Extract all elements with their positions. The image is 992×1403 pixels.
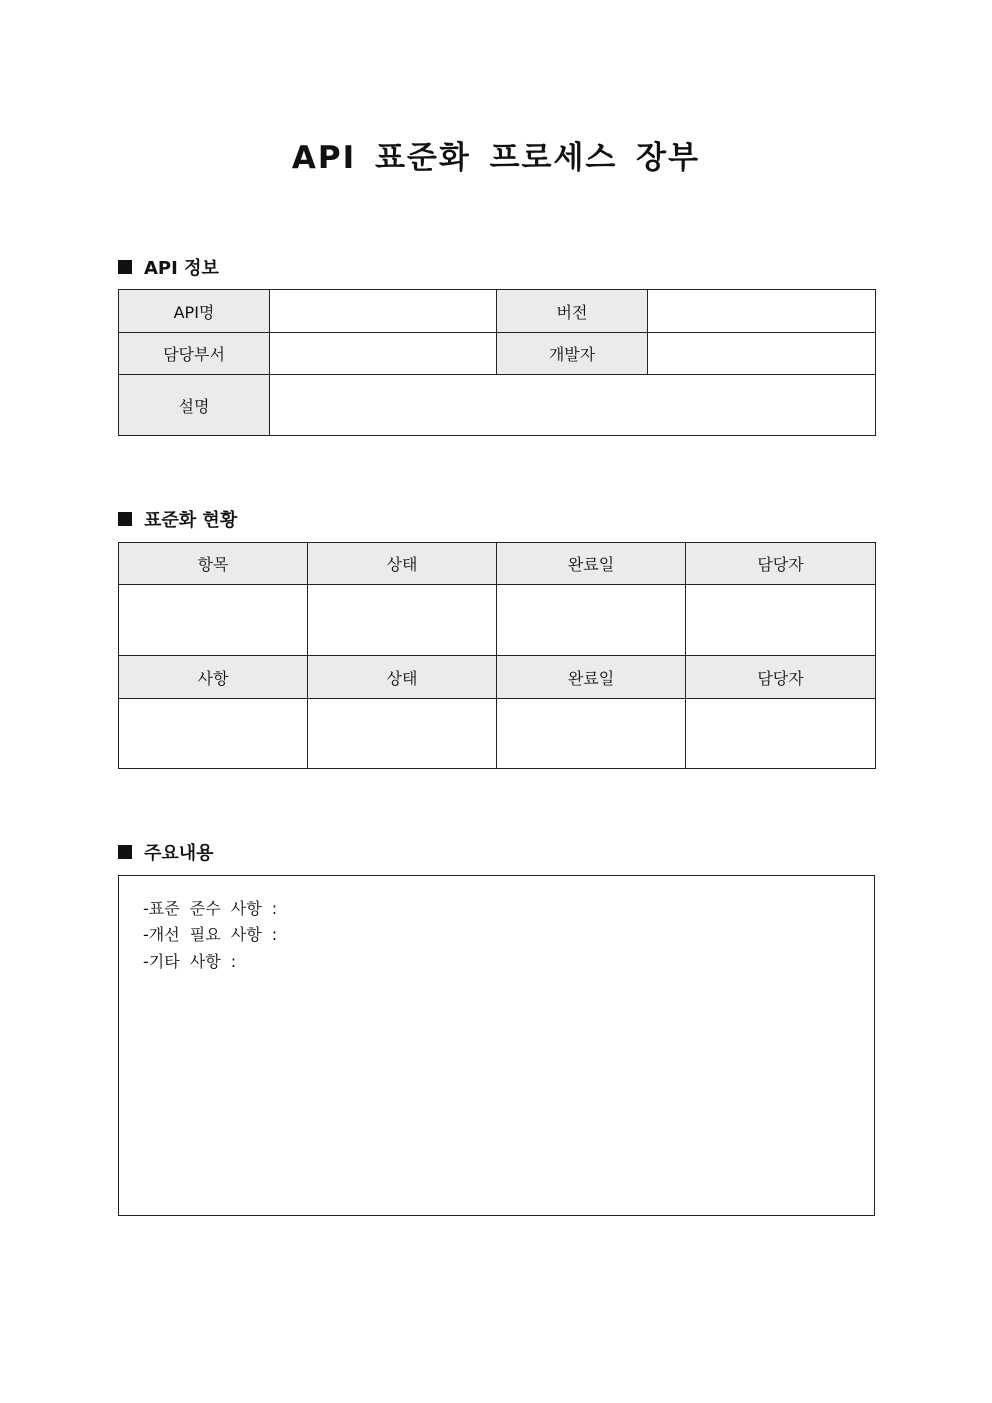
- completion-date-column-header: 완료일: [497, 656, 686, 699]
- api-info-heading-text: API 정보: [144, 258, 219, 279]
- status-heading-text: 표준화 현황: [144, 510, 238, 531]
- api-info-heading: [118, 254, 219, 280]
- api-info-row: [119, 333, 876, 375]
- main-content-box[interactable]: [118, 875, 875, 1216]
- state-column-header: 상태: [308, 656, 497, 699]
- developer-label: 개발자: [497, 333, 648, 375]
- department-field[interactable]: [270, 333, 497, 375]
- status-data-row: [119, 699, 876, 769]
- status-table: [118, 542, 876, 769]
- square-bullet-icon: [118, 260, 132, 274]
- description-label: 설명: [119, 375, 270, 436]
- main-content-heading: [118, 839, 214, 865]
- matter-cell[interactable]: [119, 699, 308, 769]
- assignee-cell[interactable]: [686, 699, 876, 769]
- version-label: 버전: [497, 290, 648, 333]
- api-info-row: [119, 290, 876, 333]
- square-bullet-icon: [118, 845, 132, 859]
- square-bullet-icon: [118, 512, 132, 526]
- status-data-row: [119, 585, 876, 656]
- improvement-needed-line: -개선 필요 사항 :: [143, 925, 278, 944]
- page-title: API 표준화 프로세스 장부: [291, 140, 701, 176]
- completion-date-cell[interactable]: [497, 585, 686, 656]
- department-label: 담당부서: [119, 333, 270, 375]
- status-heading: [118, 506, 237, 532]
- completion-date-cell[interactable]: [497, 699, 686, 769]
- developer-field[interactable]: [648, 333, 876, 375]
- matter-column-header: 사항: [119, 656, 308, 699]
- api-name-label: API명: [119, 290, 270, 333]
- api-info-row: [119, 375, 876, 436]
- api-info-table: [118, 289, 876, 436]
- main-content-heading-text: 주요내용: [144, 843, 214, 864]
- item-cell[interactable]: [119, 585, 308, 656]
- api-name-field[interactable]: [270, 290, 497, 333]
- standard-compliance-line: -표준 준수 사항 :: [143, 899, 278, 918]
- assignee-cell[interactable]: [686, 585, 876, 656]
- state-cell[interactable]: [308, 585, 497, 656]
- state-cell[interactable]: [308, 699, 497, 769]
- state-column-header: 상태: [308, 543, 497, 585]
- other-matters-line: -기타 사항 :: [143, 952, 237, 971]
- status-header-row: [119, 543, 876, 585]
- completion-date-column-header: 완료일: [497, 543, 686, 585]
- status-header-row: [119, 656, 876, 699]
- description-field[interactable]: [270, 375, 876, 436]
- assignee-column-header: 담당자: [686, 656, 876, 699]
- item-column-header: 항목: [119, 543, 308, 585]
- assignee-column-header: 담당자: [686, 543, 876, 585]
- version-field[interactable]: [648, 290, 876, 333]
